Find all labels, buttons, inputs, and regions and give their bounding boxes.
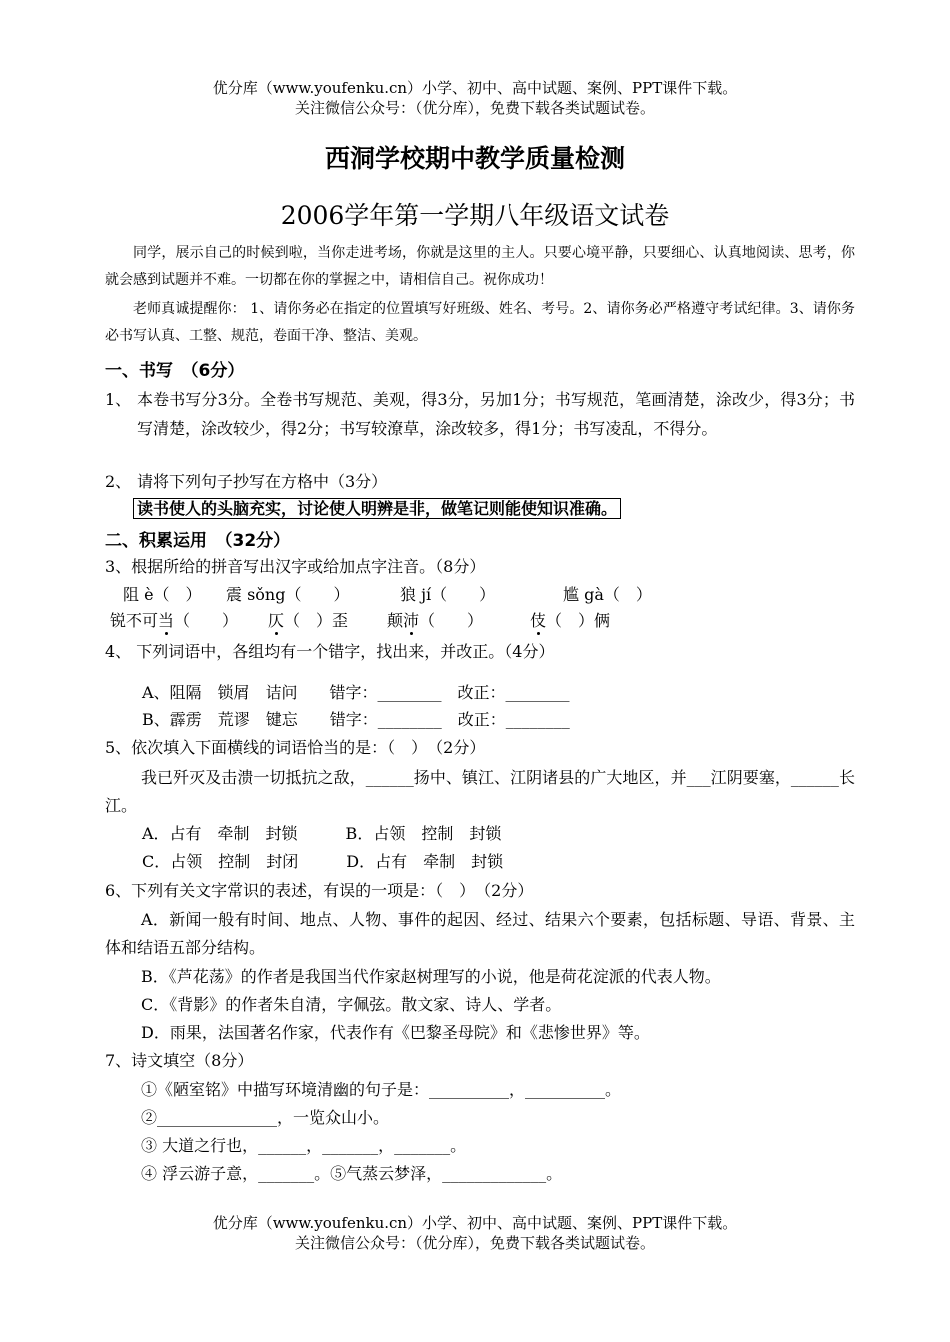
- header-line-2: 关注微信公众号：（优分库），免费下载各类试题试卷。: [294, 99, 655, 117]
- q3-item-8: [530, 608, 610, 631]
- q5-options-row-1: A．占有 牵制 封锁 B．占领 控制 封锁: [142, 824, 502, 843]
- q3-item-7-post: （ ）: [419, 611, 484, 630]
- q5-stem: 我已歼灭及击溃一切抵抗之敌，______扬中、镇江、江阴诸县的广大地区，并___江阴要塞，______长江。: [105, 768, 855, 815]
- q4-option-b: B、霹雳 荒谬 键忘 错字：________ 改正：________: [142, 710, 570, 729]
- q1-number: 1、: [105, 390, 132, 409]
- q4-option-a: A、阻隔 锁屑 诘问 错字：________ 改正：________: [142, 683, 570, 702]
- q5-options-row-2: C．占领 控制 封闭 D．占有 牵制 封锁: [142, 852, 504, 871]
- q2-text: 请将下列句子抄写在方格中（3分）: [137, 472, 388, 491]
- q3-item-8-post: （ ）俩: [546, 611, 611, 630]
- intro-greeting: 同学，展示自己的时候到啦，当你走进考场，你就是这里的主人。只要心境平静，只要细心、认真地阅读、思考，你就会感到试题并不难。一切都在你的掌握之中，请相信自己。祝你成功！: [105, 245, 855, 288]
- q6-text: 6、下列有关文字常识的表述，有误的一项是：（ ） （2分）: [105, 881, 534, 900]
- q4-text: 4、 下列词语中，各组均有一个错字，找出来，并改正。（4分）: [105, 642, 555, 661]
- exam-subtitle: 2006学年第一学期八年级语文试卷: [280, 201, 670, 230]
- q6-option-c: C．《背影》的作者朱自清，字佩弦。散文家、诗人、学者。: [141, 995, 562, 1014]
- q3-item-6-post: （ ）歪: [284, 611, 349, 630]
- q6-option-b: B．《芦花荡》的作者是我国当代作家赵树理写的小说，他是荷花淀派的代表人物。: [141, 967, 721, 986]
- q3-item-6: [268, 608, 348, 631]
- q6-option-d: D．雨果，法国著名作家，代表作有《巴黎圣母院》和《悲惨世界》等。: [141, 1023, 650, 1042]
- q3-item-5-post: （ ）: [174, 611, 239, 630]
- q7-text: 7、诗文填空（8分）: [105, 1051, 254, 1070]
- q2-sentence-box: 读书使人的头脑充实，讨论使人明辨是非，做笔记则能使知识准确。: [133, 498, 621, 519]
- q3-item-5: [110, 608, 238, 631]
- q3-item-7-dotted-char: 沛: [403, 611, 420, 630]
- q3-item-6-dotted-char: 仄: [268, 611, 285, 630]
- footer-line-1: 优分库（www.youfenku.cn）小学、初中、高中试题、案例、PPT课件下载。: [212, 1214, 738, 1232]
- q2-copy-sentence: [133, 496, 708, 519]
- q7-item-3: ③ 大道之行也，______，_______，_______。: [141, 1136, 467, 1155]
- q3-item-5-dotted-char: 当: [158, 611, 175, 630]
- q7-item-2: ②_______________，一览众山小。: [141, 1108, 390, 1127]
- q3-item-3: 狼 jí（ ）: [400, 585, 496, 604]
- q3-item-2: 震 sǒng（ ）: [226, 585, 350, 604]
- q3-text: 3、根据所给的拼音写出汉字或给加点字注音。（8分）: [105, 557, 486, 576]
- q3-item-8-dotted-char: 伎: [530, 611, 547, 630]
- q3-item-7-pre: 颠: [387, 611, 404, 630]
- footer-line-2: 关注微信公众号：（优分库），免费下载各类试题试卷。: [294, 1234, 655, 1252]
- q7-item-1: ①《陋室铭》中描写环境清幽的句子是：__________，__________。: [141, 1080, 622, 1099]
- q5-text: 5、依次填入下面横线的词语恰当的是：（ ） （2分）: [105, 738, 486, 757]
- q1-text: 本卷书写分3分。全卷书写规范、美观，得3分，另加1分；书写规范，笔画清楚，涂改少，得3分；书写清楚，涂改较少，得2分；书写较潦草，涂改较多，得1分；书写凌乱，不得分。: [137, 390, 855, 438]
- q3-item-7: [387, 608, 483, 631]
- q3-item-4: 尴 gà（ ）: [563, 585, 652, 604]
- q2-number: 2、: [105, 472, 132, 491]
- exam-title: 西洞学校期中教学质量检测: [324, 144, 625, 173]
- q7-item-4: ④ 浮云游子意，_______。⑤气蒸云梦泽，_____________。: [141, 1164, 563, 1183]
- intro-reminder: 老师真诚提醒你： 1、请你务必在指定的位置填写好班级、姓名、考号。2、请你务必严格遵守考试纪律。3、请你务必书写认真、工整、规范，卷面干净、整洁、美观。: [105, 301, 855, 344]
- header-line-1: 优分库（www.youfenku.cn）小学、初中、高中试题、案例、PPT课件下载。: [212, 79, 738, 97]
- section-1-heading: 一、书写 （6分）: [105, 361, 245, 381]
- q6-option-a: A．新闻一般有时间、地点、人物、事件的起因、经过、结果六个要素，包括标题、导语、背景、主体和结语五部分结构。: [105, 910, 855, 957]
- section-2-heading: 二、积累运用 （32分）: [105, 531, 291, 551]
- q3-item-5-pre: 锐不可: [110, 611, 159, 630]
- q3-item-1: 阻 è（ ）: [123, 585, 202, 604]
